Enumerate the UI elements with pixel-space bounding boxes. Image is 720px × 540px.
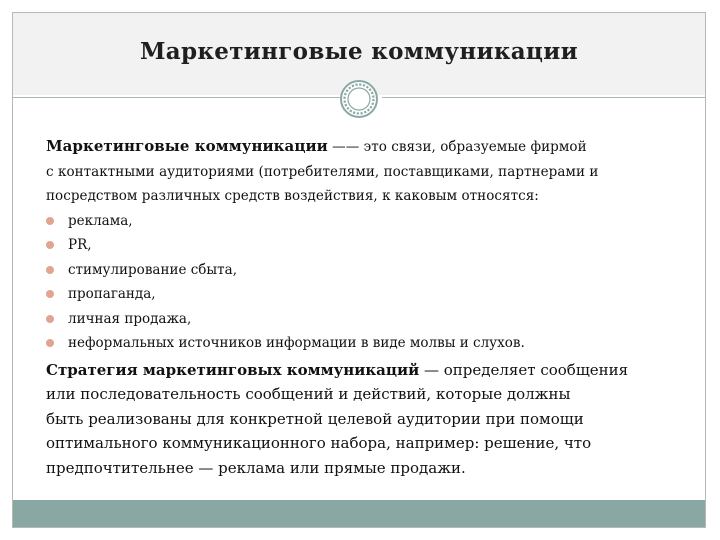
title-divider-right: [382, 97, 705, 98]
definition-line-1: [46, 134, 686, 160]
strategy-paragraph: [46, 358, 686, 481]
list-item: реклама,: [46, 209, 686, 234]
circle-ornament-icon: [339, 79, 379, 119]
definition-text: —— это связи, образуемые фирмой: [327, 139, 587, 155]
strategy-line-5: предпочтительнее — реклама или прямые продажи.: [46, 458, 466, 477]
strategy-line-4: оптимального коммуникационного набора, например: решение, что: [46, 434, 592, 452]
list-item: личная продажа,: [46, 307, 686, 332]
bullet-icon: [46, 290, 54, 298]
title-divider-left: [13, 97, 340, 98]
bullet-icon: [46, 241, 54, 249]
strategy-text: — определяет сообщения: [419, 360, 629, 379]
list-item: пропаганда,: [46, 282, 686, 307]
strategy-line-2: или последовательность сообщений и действий, которые должны: [46, 385, 571, 403]
footer-bar: [13, 500, 705, 527]
bullet-icon: [46, 315, 54, 323]
slide-content: [46, 134, 686, 480]
bullet-icon: [46, 217, 54, 225]
list-item: неформальных источников информации в виде молвы и слухов.: [46, 331, 686, 356]
bullet-icon: [46, 339, 54, 347]
list-item: PR,: [46, 233, 686, 258]
definition-line-3: посредством различных средств воздействия, к каковым относятся:: [46, 188, 539, 204]
strategy-line-1: [46, 358, 686, 383]
definition-paragraph: [46, 134, 686, 209]
communication-tools-list: [46, 209, 686, 356]
strategy-line-3: быть реализованы для конкретной целевой аудитории при помощи: [46, 409, 584, 428]
definition-term: Маркетинговые коммуникации: [46, 137, 328, 155]
list-item: стимулирование сбыта,: [46, 258, 686, 283]
strategy-term: Стратегия маркетинговых коммуникаций: [46, 360, 420, 379]
slide-title: Маркетинговые коммуникации: [140, 38, 578, 65]
definition-line-2: с контактными аудиториями (потребителями, поставщиками, партнерами и: [46, 163, 599, 180]
bullet-icon: [46, 266, 54, 274]
